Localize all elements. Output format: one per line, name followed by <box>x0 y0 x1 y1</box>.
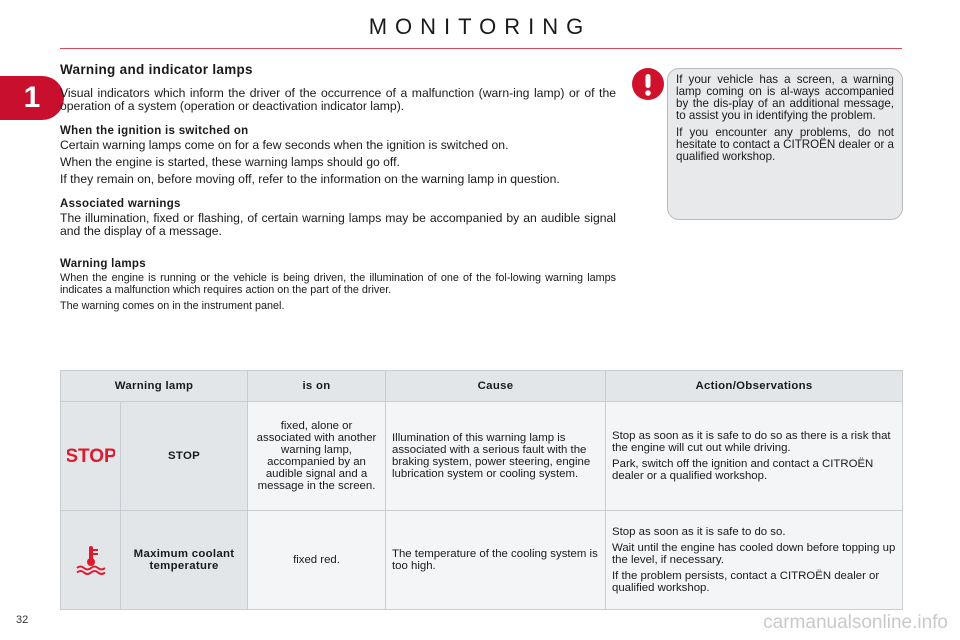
header-warning-lamp: Warning lamp <box>61 371 248 402</box>
action-text: Stop as soon as it is safe to do so as there is a risk that the engine will cut out while driving. <box>612 430 891 454</box>
main-content <box>60 62 616 316</box>
action-text: Park, switch off the ignition and contact a CITROËN dealer or a qualified workshop. <box>612 458 874 482</box>
lamp-action <box>606 402 903 511</box>
lamp-is-on: fixed, alone or associated with another warning lamp, accompanied by an audible signal and a message in the screen. <box>248 402 386 511</box>
ignition-paragraph-1: Certain warning lamps come on for a few seconds when the ignition is switched on. <box>60 138 509 152</box>
action-text: Wait until the engine has cooled down before topping up the level, if necessary. <box>612 542 896 566</box>
lamp-name: STOP <box>121 402 248 511</box>
stop-warning-icon <box>61 402 121 511</box>
ignition-heading: When the ignition is switched on <box>60 125 249 137</box>
header-cause: Cause <box>386 371 606 402</box>
section-heading: Warning and indicator lamps <box>60 62 253 77</box>
intro-paragraph: Visual indicators which inform the driver of the occurrence of a malfunction (warn-ing lamp) or of the operation of a system (operation or deactivation indicator lamp). <box>60 86 616 113</box>
watermark: carmanualsonline.info <box>763 612 948 633</box>
table-row <box>61 511 903 610</box>
warning-lamps-heading: Warning lamps <box>60 258 146 270</box>
coolant-temperature-icon <box>61 511 121 610</box>
lamp-cause: The temperature of the cooling system is too high. <box>386 511 606 610</box>
note-paragraph-2: If you encounter any problems, do not hesitate to contact a CITROËN dealer or a qualified workshop. <box>676 126 894 163</box>
ignition-paragraph-2: When the engine is started, these warning lamps should go off. <box>60 155 400 169</box>
header-action: Action/Observations <box>606 371 903 402</box>
lamp-cause: Illumination of this warning lamp is associated with a serious fault with the braking system, power steering, engine lubrication system or cooling system. <box>386 402 606 511</box>
associated-paragraph: The illumination, fixed or flashing, of certain warning lamps may be accompanied by an audible signal and the display of a message. <box>60 211 616 238</box>
lamp-action <box>606 511 903 610</box>
lamp-name: Maximum coolant temperature <box>121 511 248 610</box>
title-divider <box>60 48 902 49</box>
ignition-paragraph-3: If they remain on, before moving off, refer to the information on the warning lamp in question. <box>60 172 560 186</box>
associated-heading: Associated warnings <box>60 198 181 210</box>
warning-lamps-paragraph-1: When the engine is running or the vehicle is being driven, the illumination of one of the fol-lowing warning lamps indicates a malfunction which requires action on the part of the driver. <box>60 272 616 296</box>
page-title: MONITORING <box>368 14 592 39</box>
warning-lamp-table <box>60 370 903 610</box>
lamp-is-on: fixed red. <box>248 511 386 610</box>
header-is-on: is on <box>248 371 386 402</box>
table-header-row <box>61 371 903 402</box>
table-row <box>61 402 903 511</box>
warning-lamps-paragraph-2: The warning comes on in the instrument panel. <box>60 300 285 312</box>
page-number: 32 <box>16 614 29 626</box>
chapter-tab: 1 <box>0 76 64 120</box>
stop-icon-text: STOP <box>66 445 115 467</box>
action-text: If the problem persists, contact a CITROËN dealer or qualified workshop. <box>612 570 880 594</box>
exclamation-icon <box>632 68 664 100</box>
note-paragraph-1: If your vehicle has a screen, a warning lamp coming on is al-ways accompanied by the dis-play of an additional message, to assist you in identifying the problem. <box>676 73 894 122</box>
action-text: Stop as soon as it is safe to do so. <box>612 526 786 538</box>
info-note <box>667 68 903 220</box>
